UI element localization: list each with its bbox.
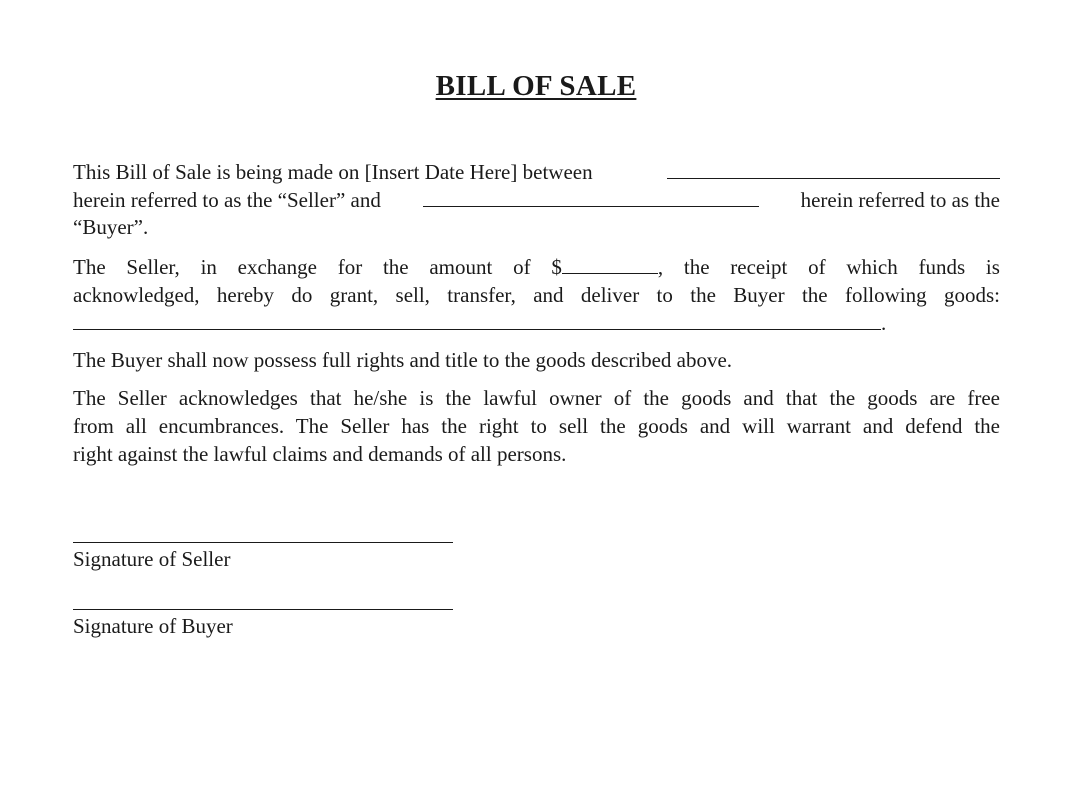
dollar-sign: $ (551, 255, 562, 279)
paragraph-2-word: The (73, 255, 106, 279)
amount-comma: , (657, 255, 664, 279)
paragraph-4-line-1: The Seller acknowledges that he/she is the lawful owner of the goods and that the goods are free (73, 386, 1000, 410)
paragraph-1-line-2 (73, 186, 1000, 214)
paragraph-2-word: of (808, 255, 826, 279)
paragraph-2-word: which (846, 255, 898, 279)
paragraph-1-text-2b: herein referred to as the (800, 188, 1000, 212)
seller-name-blank (667, 160, 1000, 179)
paragraph-1-line-3: “Buyer”. (73, 215, 149, 239)
goods-period: . (881, 311, 887, 335)
paragraph-2-word: amount (429, 255, 493, 279)
paragraph-2-line-2: acknowledged, hereby do grant, sell, transfer, and deliver to the Buyer the following goods: (73, 283, 1000, 307)
buyer-signature-label: Signature of Buyer (73, 614, 233, 638)
paragraph-2-word: the (382, 255, 409, 279)
buyer-name-blank (423, 188, 759, 207)
paragraph-2-word: the (683, 255, 710, 279)
paragraph-2-line-1 (73, 253, 1000, 281)
amount-group (551, 253, 663, 281)
paragraph-2-word: is (985, 255, 1000, 279)
paragraph-2-word: Seller, (126, 255, 180, 279)
paragraph-2-line-3 (73, 309, 886, 337)
paragraph-1-text-2a: herein referred to as the “Seller” and (73, 188, 381, 212)
paragraph-2-word: receipt (730, 255, 788, 279)
paragraph-2-word: of (513, 255, 531, 279)
paragraph-2-word: in (200, 255, 217, 279)
paragraph-1-text-1: This Bill of Sale is being made on [Insert Date Here] between (73, 160, 593, 184)
seller-signature-label: Signature of Seller (73, 547, 231, 571)
paragraph-2-word: exchange (237, 255, 317, 279)
paragraph-4-line-2: from all encumbrances. The Seller has the right to sell the goods and will warrant and defend the (73, 414, 1000, 438)
paragraph-2-word: funds (918, 255, 966, 279)
paragraph-4-line-3: right against the lawful claims and demands of all persons. (73, 442, 567, 466)
paragraph-3: The Buyer shall now possess full rights and title to the goods described above. (73, 348, 733, 372)
paragraph-1-line-1 (73, 158, 1000, 186)
amount-blank (562, 255, 658, 274)
paragraph-2-word: for (337, 255, 363, 279)
document-title: BILL OF SALE (435, 70, 637, 102)
seller-signature-line (73, 542, 453, 543)
buyer-signature-line (73, 609, 453, 610)
goods-description-blank (73, 311, 881, 330)
